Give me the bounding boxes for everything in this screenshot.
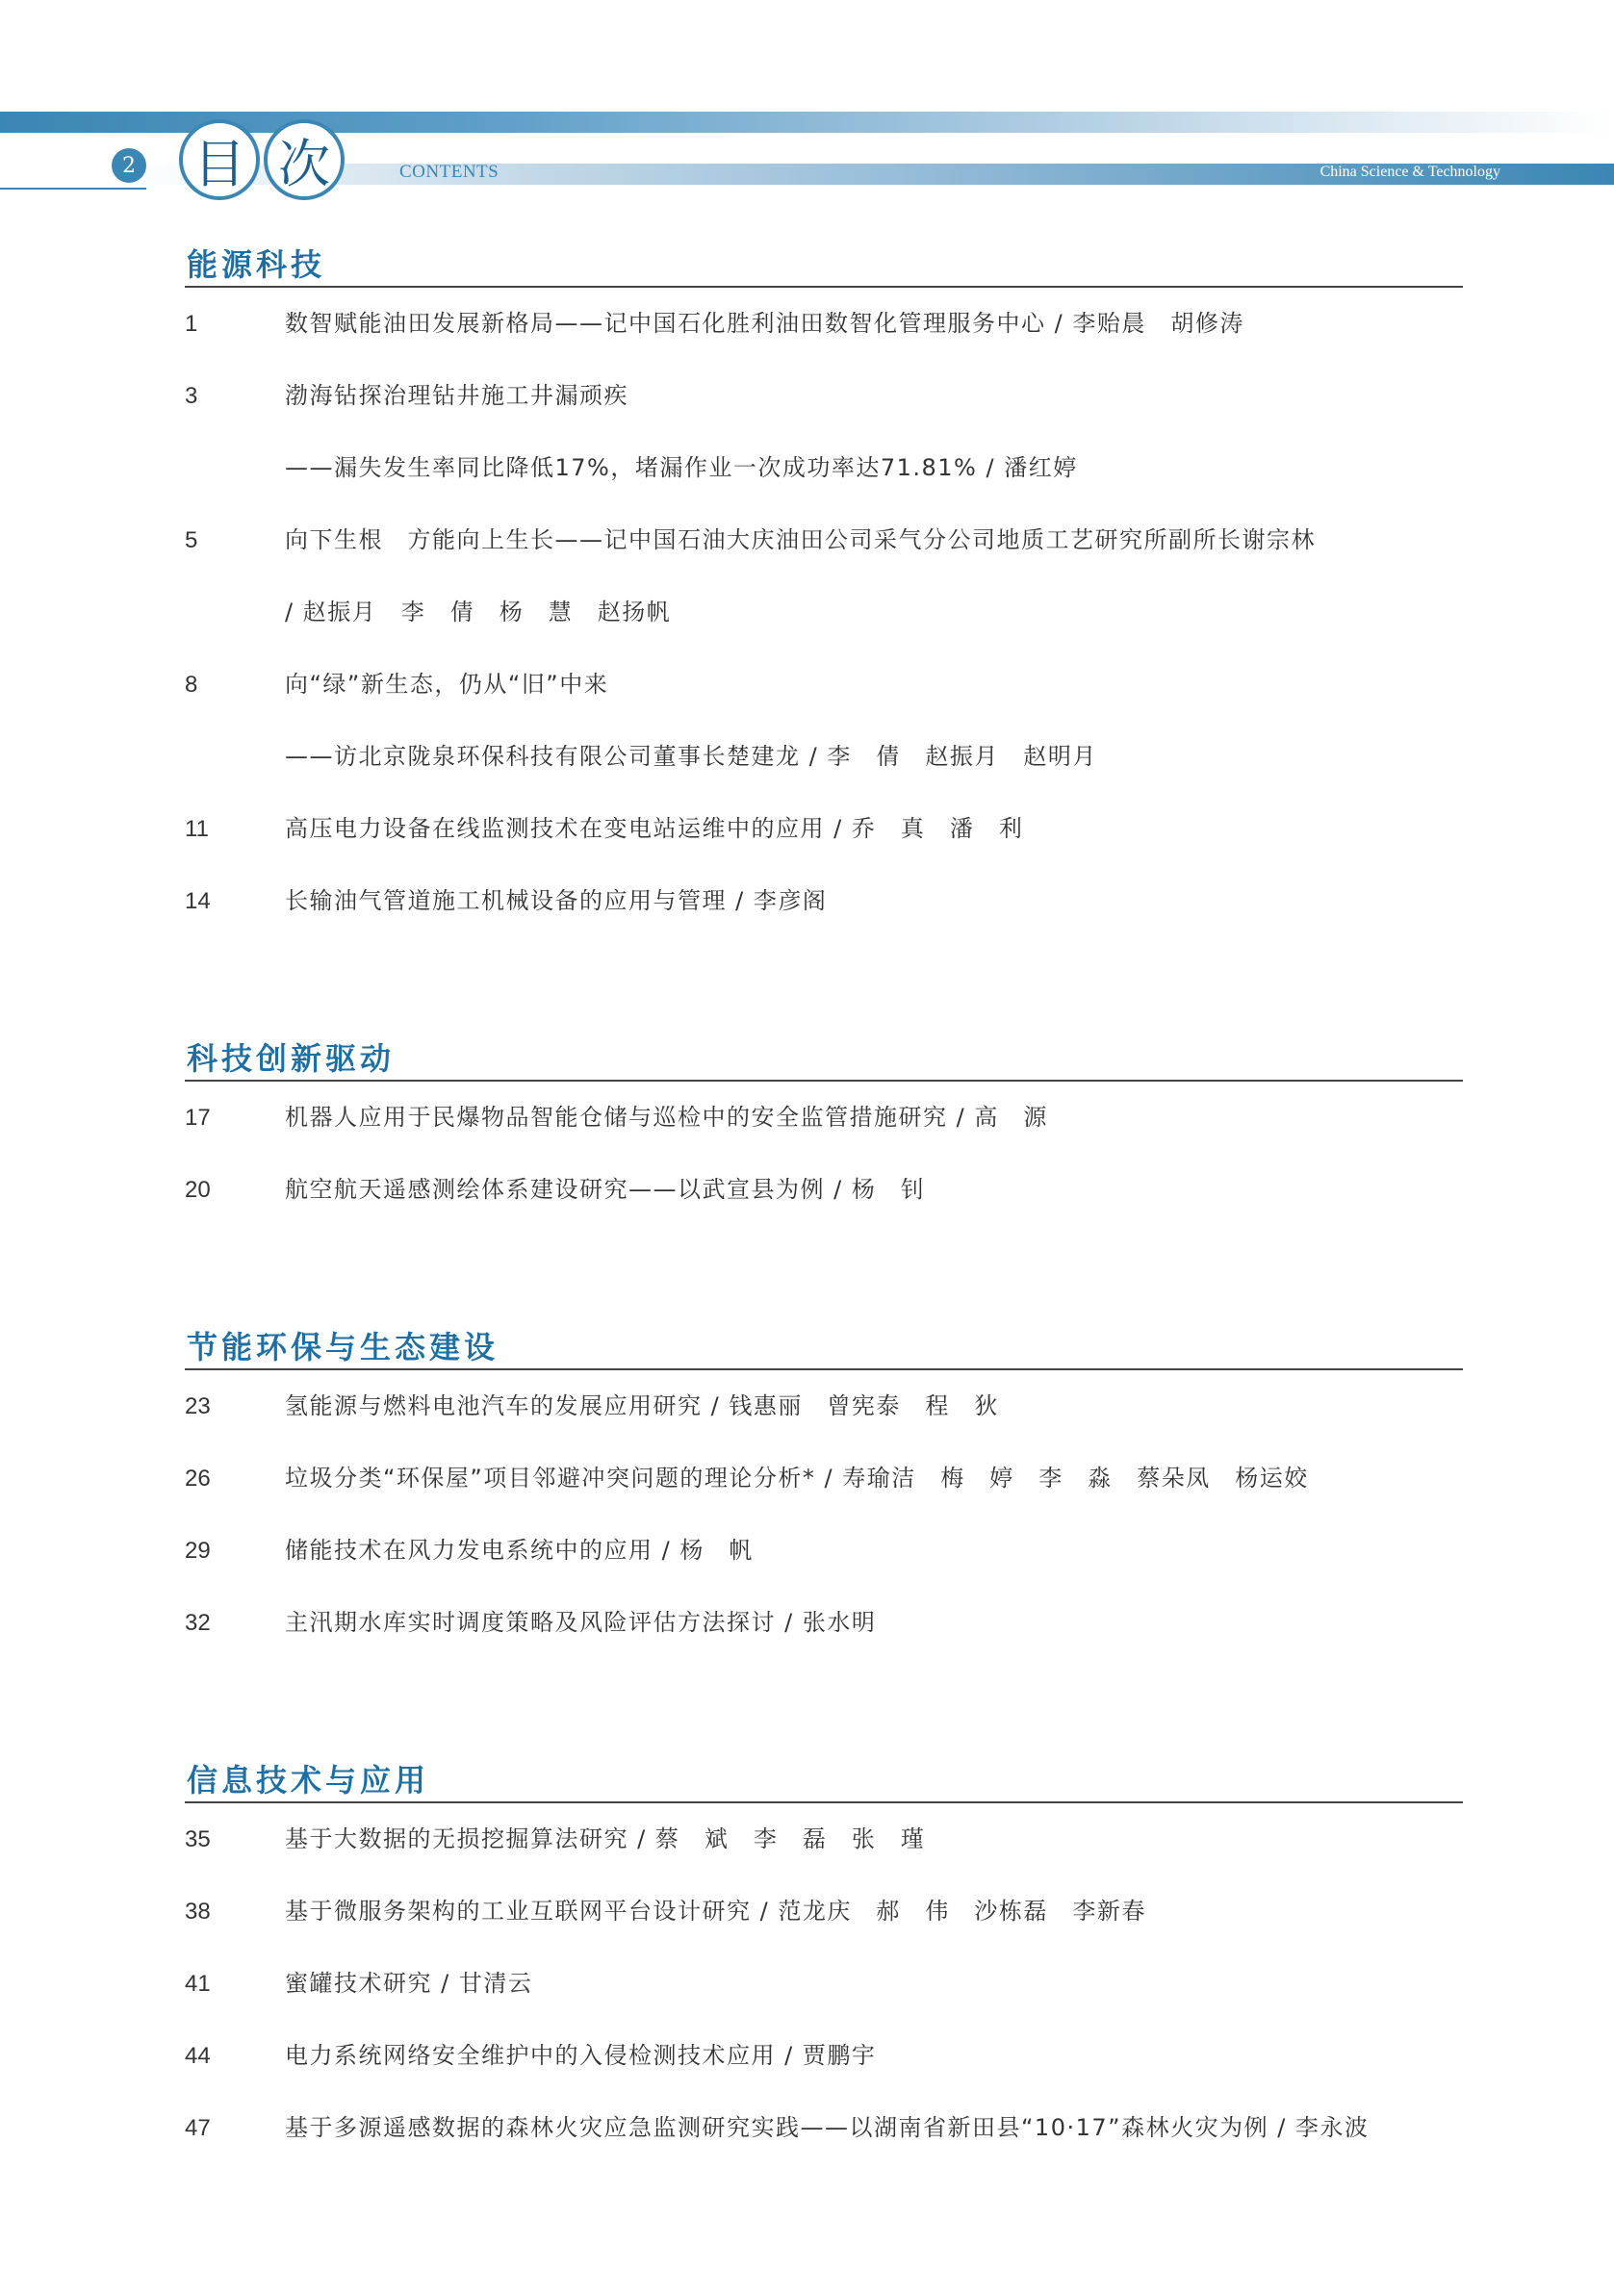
entry-title: 高压电力设备在线监测技术在变电站运维中的应用 / 乔 真 潘 利 [285, 815, 1024, 842]
title-char-mu: 目 [179, 119, 260, 200]
entry-page-number: 41 [185, 1971, 211, 1997]
entry-title: 渤海钻探治理钻井施工井漏顽疾 [285, 382, 628, 409]
entry-title: 电力系统网络安全维护中的入侵检测技术应用 / 贾鹏宇 [285, 2042, 877, 2069]
entry-title: 蜜罐技术研究 / 甘清云 [285, 1970, 533, 1997]
entry-title: 基于多源遥感数据的森林火灾应急监测研究实践——以湖南省新田县“10·17”森林火灾为例 / 李永波 [285, 2114, 1370, 2141]
toc-entry[interactable] [185, 1515, 1463, 1587]
page-number-badge: 2 [112, 148, 146, 183]
toc-entry-continuation[interactable] [185, 432, 1463, 504]
entry-title: 航空航天遥感测绘体系建设研究——以武宣县为例 / 杨 钊 [285, 1176, 926, 1203]
entry-title: 长输油气管道施工机械设备的应用与管理 / 李彦阁 [285, 887, 828, 914]
toc-entry[interactable] [185, 504, 1463, 576]
toc-entry[interactable] [185, 288, 1463, 360]
toc-entry-continuation[interactable] [185, 721, 1463, 793]
toc-entry[interactable] [185, 793, 1463, 865]
toc-entry[interactable] [185, 1442, 1463, 1515]
toc-entry[interactable] [185, 865, 1463, 937]
entry-page-number: 3 [185, 383, 198, 409]
entry-title: ——漏失发生率同比降低17%，堵漏作业一次成功率达71.81% / 潘红婷 [285, 454, 1078, 481]
entry-page-number: 8 [185, 672, 198, 698]
section-title: 信息技术与应用 [185, 1761, 1463, 1803]
section-title: 科技创新驱动 [185, 1039, 1463, 1082]
toc-entry[interactable] [185, 2020, 1463, 2092]
entry-page-number: 38 [185, 1899, 211, 1925]
entry-title: 数智赋能油田发展新格局——记中国石化胜利油田数智化管理服务中心 / 李贻晨 胡修涛 [285, 310, 1244, 337]
section-innovation [185, 1039, 1463, 1226]
entry-page-number: 1 [185, 311, 198, 337]
entry-title: ——访北京陇泉环保科技有限公司董事长楚建龙 / 李 倩 赵振月 赵明月 [285, 743, 1097, 770]
entry-page-number: 32 [185, 1610, 211, 1636]
entry-title: 向下生根 方能向上生长——记中国石油大庆油田公司采气分公司地质工艺研究所副所长谢宗林 [285, 526, 1316, 553]
toc-entry[interactable] [185, 1875, 1463, 1948]
entry-title: 向“绿”新生态，仍从“旧”中来 [285, 671, 609, 698]
entry-page-number: 35 [185, 1826, 211, 1852]
header-rule [0, 188, 146, 190]
section-environment [185, 1328, 1463, 1659]
title-char-ci: 次 [264, 119, 345, 200]
entry-page-number: 26 [185, 1466, 211, 1492]
entry-title: 氢能源与燃料电池汽车的发展应用研究 / 钱惠丽 曾宪泰 程 狄 [285, 1392, 999, 1419]
toc-entry-continuation[interactable] [185, 576, 1463, 649]
entry-page-number: 29 [185, 1538, 211, 1564]
toc-entry[interactable] [185, 649, 1463, 721]
entry-page-number: 44 [185, 2043, 211, 2069]
entry-page-number: 5 [185, 527, 198, 553]
journal-name: China Science & Technology [1319, 164, 1500, 180]
toc-entry[interactable] [185, 1587, 1463, 1659]
section-info-tech [185, 1761, 1463, 2164]
section-energy-tech [185, 245, 1463, 937]
entry-page-number: 47 [185, 2115, 211, 2141]
section-title: 能源科技 [185, 245, 1463, 288]
entry-title: 主汛期水库实时调度策略及风险评估方法探讨 / 张水明 [285, 1609, 877, 1636]
entry-page-number: 17 [185, 1105, 211, 1131]
toc-entry[interactable] [185, 1803, 1463, 1875]
entry-title: 机器人应用于民爆物品智能仓储与巡检中的安全监管措施研究 / 高 源 [285, 1104, 1048, 1131]
entry-title: 基于微服务架构的工业互联网平台设计研究 / 范龙庆 郝 伟 沙栋磊 李新春 [285, 1898, 1146, 1925]
entry-page-number: 20 [185, 1177, 211, 1203]
toc-entry[interactable] [185, 1948, 1463, 2020]
toc-entry[interactable] [185, 1370, 1463, 1442]
entry-title: 基于大数据的无损挖掘算法研究 / 蔡 斌 李 磊 张 瑾 [285, 1825, 926, 1852]
toc-entry[interactable] [185, 360, 1463, 432]
contents-label: CONTENTS [399, 162, 500, 182]
section-title: 节能环保与生态建设 [185, 1328, 1463, 1370]
toc-entry[interactable] [185, 1154, 1463, 1226]
toc-entry[interactable] [185, 2092, 1463, 2164]
entry-page-number: 14 [185, 888, 211, 914]
entry-title: 储能技术在风力发电系统中的应用 / 杨 帆 [285, 1537, 754, 1564]
toc-entry[interactable] [185, 1082, 1463, 1154]
entry-page-number: 23 [185, 1393, 211, 1419]
entry-title: / 赵振月 李 倩 杨 慧 赵扬帆 [285, 599, 672, 625]
entry-page-number: 11 [185, 816, 209, 842]
entry-title: 垃圾分类“环保屋”项目邻避冲突问题的理论分析* / 寿瑜洁 梅 婷 李 淼 蔡朵凤 杨运姣 [285, 1465, 1309, 1492]
